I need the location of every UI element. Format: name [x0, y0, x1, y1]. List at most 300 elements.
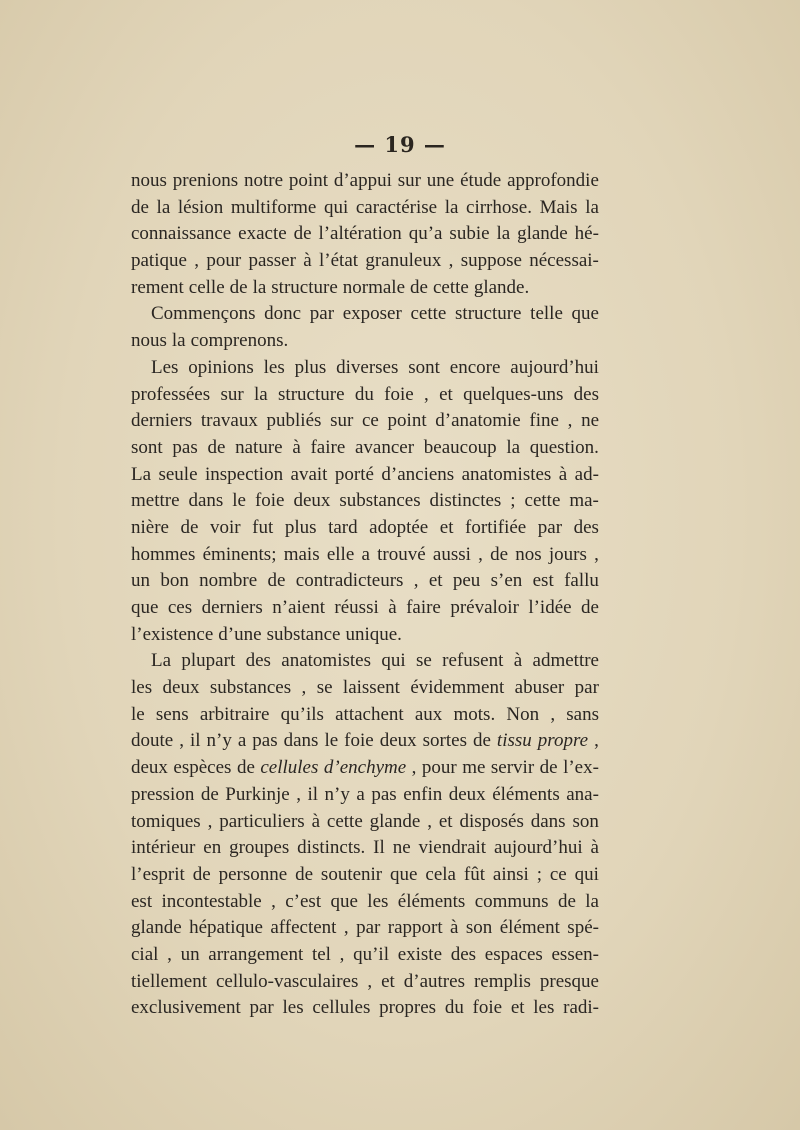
- word: fût: [463, 863, 485, 885]
- text-line: [131, 517, 599, 544]
- word: la: [254, 383, 268, 405]
- word: lésion: [177, 196, 224, 218]
- word: sur: [397, 170, 421, 191]
- word: la: [156, 196, 171, 218]
- word: à: [388, 597, 397, 618]
- word: du: [354, 383, 374, 405]
- word: sur: [330, 410, 354, 432]
- word: telle: [530, 303, 563, 325]
- word: incontestable: [161, 890, 262, 912]
- word: à: [590, 837, 599, 859]
- word: un: [131, 570, 150, 592]
- word: presque: [539, 970, 599, 992]
- word: ,: [301, 677, 307, 699]
- word: l’état: [319, 250, 359, 272]
- word: éléments: [397, 890, 466, 912]
- word: prenions: [172, 170, 239, 191]
- word: à: [303, 250, 312, 272]
- word: les: [131, 677, 153, 699]
- word: professées: [131, 383, 211, 405]
- word: qui: [381, 650, 406, 672]
- word: normale: [342, 276, 406, 298]
- body-text: [131, 170, 599, 1024]
- word: a: [356, 783, 365, 805]
- word: groupes: [229, 837, 290, 859]
- word: point: [387, 410, 427, 432]
- word: fallu: [564, 570, 599, 592]
- word: pas: [172, 436, 198, 458]
- word: ,: [411, 757, 417, 779]
- word: granuleux: [365, 250, 442, 272]
- text-line: [131, 784, 599, 811]
- text-line: [131, 757, 599, 784]
- word: d’une: [218, 623, 262, 645]
- word: Mais: [539, 196, 578, 218]
- word: mettre: [131, 490, 180, 512]
- word: spé-: [567, 917, 599, 939]
- word: sans: [566, 703, 599, 725]
- word: derniers: [131, 410, 193, 432]
- word: le: [232, 490, 246, 512]
- word: nombre: [199, 570, 258, 592]
- word: dans: [530, 810, 566, 832]
- word: deux: [293, 490, 331, 512]
- word: de: [229, 276, 248, 298]
- word: ,: [413, 570, 419, 592]
- word: refusent: [442, 650, 504, 672]
- word: unique.: [345, 623, 402, 645]
- word: fut: [252, 516, 274, 538]
- word: pour: [421, 757, 457, 779]
- word: ,: [594, 730, 599, 752]
- word: aussi: [432, 543, 471, 565]
- word: de: [200, 783, 219, 805]
- word: suppose: [460, 250, 522, 272]
- word: jours: [548, 543, 587, 565]
- word: de: [192, 863, 211, 885]
- text-line: [131, 677, 599, 704]
- text-line: [131, 944, 599, 971]
- text-line: [131, 357, 599, 384]
- word: de: [539, 757, 558, 779]
- word: Purkinje: [225, 783, 290, 805]
- word: le: [324, 730, 339, 752]
- word: celle: [188, 276, 225, 298]
- word: distincts.: [297, 837, 366, 859]
- text-line: [131, 730, 599, 757]
- word: beaucoup: [423, 436, 497, 458]
- word: inspection: [204, 463, 284, 485]
- word: servir: [490, 757, 535, 779]
- word: par: [249, 997, 274, 1019]
- word: pression: [131, 783, 195, 805]
- word: aujourd’hui: [493, 837, 583, 859]
- word: arrangement: [208, 943, 304, 965]
- word: plus: [294, 356, 327, 378]
- word: cela: [425, 863, 456, 885]
- word: de: [293, 223, 312, 245]
- word: mais: [283, 543, 320, 565]
- word: n’y: [206, 730, 232, 752]
- word: d’anciens: [381, 463, 455, 485]
- text-line: [131, 170, 599, 197]
- word: viendrait: [418, 837, 487, 859]
- word: est: [532, 570, 554, 592]
- word: pas: [371, 783, 397, 805]
- text-line: [131, 464, 599, 491]
- word: ,: [343, 917, 349, 939]
- word: qu’il: [353, 943, 389, 965]
- word: multiforme: [230, 196, 317, 218]
- word: hé-: [574, 223, 599, 245]
- word: travaux: [200, 410, 258, 432]
- word: existe: [397, 943, 443, 965]
- word: opinions: [188, 356, 254, 378]
- word: c’est: [285, 890, 322, 912]
- word: sont: [408, 356, 440, 378]
- word: faire: [310, 436, 346, 458]
- word: par: [356, 917, 381, 939]
- word: ainsi: [492, 863, 529, 885]
- text-line: [131, 410, 599, 437]
- text-line: [131, 917, 599, 944]
- word: à: [450, 917, 459, 939]
- word: foie: [344, 730, 374, 752]
- word: et: [428, 570, 443, 592]
- text-line: [131, 384, 599, 411]
- word: foie: [254, 490, 285, 512]
- word: du: [444, 997, 464, 1019]
- word: sens: [155, 703, 189, 725]
- word: abuser: [514, 677, 565, 699]
- word: point: [288, 170, 328, 191]
- word: l’idée: [528, 597, 572, 618]
- word: de: [236, 757, 255, 779]
- word: cirrhose.: [466, 196, 532, 218]
- word: élément: [499, 917, 560, 939]
- word: nos: [515, 543, 542, 565]
- word: en: [203, 837, 222, 859]
- word: l’ex-: [563, 757, 599, 779]
- text-line: [131, 704, 599, 731]
- word: le: [131, 703, 145, 725]
- word: tiellement: [131, 970, 207, 992]
- word: éminents;: [202, 543, 277, 565]
- word: laissent: [342, 677, 400, 699]
- word: ne: [581, 410, 599, 432]
- word: radi-: [563, 997, 599, 1019]
- word: ce: [549, 863, 567, 885]
- word: a: [237, 730, 247, 752]
- word: passer: [248, 250, 296, 272]
- word: voir: [210, 516, 241, 538]
- word: question.: [529, 436, 599, 458]
- word: hépatique: [189, 917, 263, 939]
- word: les: [533, 997, 555, 1019]
- text-line: [131, 197, 599, 224]
- word: cellules: [260, 757, 319, 779]
- word: substance: [266, 623, 341, 645]
- text-line: [131, 650, 599, 677]
- word: de: [472, 730, 491, 752]
- word: tel: [311, 943, 331, 965]
- text-line: [131, 837, 599, 864]
- word: la: [506, 436, 521, 458]
- word: ;: [536, 863, 542, 885]
- word: cellules: [312, 997, 371, 1019]
- word: structure: [278, 383, 345, 405]
- word: publiés: [266, 410, 322, 432]
- word: aujourd’hui: [510, 356, 599, 378]
- word: la: [585, 890, 599, 912]
- word: ,: [448, 250, 454, 272]
- word: d’enchyme: [323, 757, 407, 779]
- word: fine: [529, 410, 559, 432]
- word: structure: [271, 276, 338, 298]
- word: substances: [339, 490, 421, 512]
- word: par: [537, 516, 563, 538]
- page-number: — 19 —: [354, 132, 446, 157]
- word: deux: [379, 730, 417, 752]
- word: ,: [194, 250, 199, 272]
- word: glande.: [473, 276, 530, 298]
- word: de: [180, 516, 199, 538]
- word: comprenons.: [190, 330, 289, 352]
- word: deux: [448, 783, 486, 805]
- word: la: [444, 196, 459, 218]
- word: la: [171, 330, 186, 352]
- word: glande: [369, 810, 421, 832]
- word: cette: [326, 810, 363, 832]
- word: son: [572, 810, 599, 832]
- word: des: [450, 943, 477, 965]
- word: se: [415, 650, 432, 672]
- word: avancer: [355, 436, 415, 458]
- word: dans: [283, 730, 319, 752]
- word: ,: [339, 943, 345, 965]
- word: personne: [218, 863, 288, 885]
- word: les: [282, 997, 304, 1019]
- word: étude: [460, 170, 502, 191]
- word: intérieur: [131, 837, 196, 859]
- word: cette: [432, 276, 469, 298]
- word: ce: [362, 410, 379, 432]
- word: peu: [452, 570, 481, 592]
- text-line: [131, 277, 599, 304]
- word: de: [207, 436, 226, 458]
- word: d’autres: [403, 970, 465, 992]
- text-line: [131, 997, 599, 1024]
- word: la: [252, 276, 267, 298]
- word: les: [263, 356, 285, 378]
- word: ,: [367, 970, 373, 992]
- word: ,: [167, 943, 172, 965]
- word: ,: [550, 703, 556, 725]
- word: substances: [209, 677, 292, 699]
- word: de: [295, 863, 314, 885]
- word: Non: [506, 703, 540, 725]
- word: contradicteurs: [295, 570, 404, 592]
- word: remplis: [473, 970, 531, 992]
- word: de: [267, 570, 286, 592]
- text-line: [131, 811, 599, 838]
- word: l’altération: [318, 223, 402, 245]
- word: ;: [510, 490, 516, 512]
- word: à: [558, 463, 568, 485]
- word: il: [307, 783, 319, 805]
- word: que: [390, 863, 418, 885]
- word: connaissance: [131, 223, 232, 245]
- word: nière: [131, 516, 169, 538]
- word: l’esprit: [131, 863, 185, 885]
- word: et: [381, 970, 395, 992]
- word: essen-: [551, 943, 599, 965]
- word: ,: [478, 543, 483, 565]
- word: aux: [414, 703, 443, 725]
- word: donc: [264, 303, 302, 325]
- word: communs: [474, 890, 549, 912]
- word: de: [490, 543, 509, 565]
- text-line: [131, 891, 599, 918]
- word: cial: [131, 943, 159, 965]
- word: tomiques: [131, 810, 201, 832]
- word: approfondie: [507, 170, 599, 191]
- word: patique: [131, 250, 187, 272]
- word: affectent: [270, 917, 337, 939]
- word: Les: [151, 356, 179, 378]
- word: de: [557, 890, 576, 912]
- word: foie: [472, 997, 503, 1019]
- word: qu’a: [408, 223, 443, 245]
- word: réussi: [334, 597, 379, 618]
- word: cette: [524, 490, 561, 512]
- text-line: [131, 570, 599, 597]
- word: porté: [334, 463, 374, 485]
- word: propre: [537, 730, 589, 752]
- word: derniers: [201, 597, 263, 618]
- word: hommes: [131, 543, 196, 565]
- word: exposer: [342, 303, 402, 325]
- word: est: [131, 890, 153, 912]
- word: ,: [424, 383, 429, 405]
- word: a: [361, 543, 370, 565]
- text-line: [131, 490, 599, 517]
- word: tissu: [496, 730, 532, 752]
- word: La: [131, 463, 152, 485]
- word: anatomistes: [461, 463, 552, 485]
- word: rement: [131, 276, 184, 298]
- word: faire: [406, 597, 441, 618]
- word: caractérise: [355, 196, 438, 218]
- word: à: [513, 650, 523, 672]
- word: espèces: [173, 757, 232, 779]
- word: ,: [207, 810, 213, 832]
- word: espaces: [484, 943, 543, 965]
- word: tard: [328, 516, 358, 538]
- text-line: [131, 223, 599, 250]
- word: bon: [160, 570, 189, 592]
- word: il: [189, 730, 201, 752]
- word: ,: [427, 810, 432, 832]
- text-line: [131, 330, 599, 357]
- word: ,: [594, 543, 599, 565]
- word: glande: [517, 223, 568, 245]
- word: qui: [574, 863, 599, 885]
- word: par: [309, 303, 335, 325]
- word: s’en: [490, 570, 523, 592]
- word: n’y: [324, 783, 350, 805]
- word: ces: [167, 597, 193, 618]
- word: sont: [131, 436, 163, 458]
- word: sur: [220, 383, 244, 405]
- word: n’aient: [272, 597, 325, 618]
- word: avait: [290, 463, 328, 485]
- word: rapport: [387, 917, 443, 939]
- word: sortes: [422, 730, 467, 752]
- word: la: [585, 196, 599, 218]
- word: nature: [235, 436, 283, 458]
- word: distinctes: [429, 490, 502, 512]
- word: nécessai-: [529, 250, 599, 272]
- word: et: [439, 383, 453, 405]
- word: admettre: [532, 650, 599, 672]
- word: son: [465, 917, 493, 939]
- word: des: [573, 383, 599, 405]
- word: un: [180, 943, 200, 965]
- word: exclusivement: [131, 997, 241, 1019]
- word: ,: [567, 410, 573, 432]
- word: enfin: [403, 783, 443, 805]
- word: éléments: [492, 783, 560, 805]
- text-line: [131, 624, 599, 651]
- word: des: [245, 650, 271, 672]
- word: de: [581, 597, 599, 618]
- word: cellulo-vasculaires: [215, 970, 359, 992]
- text-line: [131, 303, 599, 330]
- word: d’appui: [333, 170, 392, 191]
- word: plupart: [181, 650, 236, 672]
- word: elle: [326, 543, 355, 565]
- word: doute: [131, 730, 174, 752]
- word: pour: [206, 250, 242, 272]
- word: glande: [131, 917, 182, 939]
- text-line: [131, 437, 599, 464]
- word: ana-: [566, 783, 599, 805]
- word: l’existence: [131, 623, 214, 645]
- word: que: [131, 597, 159, 618]
- word: soutenir: [320, 863, 383, 885]
- word: ma-: [569, 490, 599, 512]
- word: mots.: [453, 703, 496, 725]
- text-line: [131, 971, 599, 998]
- word: structure: [455, 303, 522, 325]
- word: prévaloir: [450, 597, 519, 618]
- word: de: [410, 276, 428, 298]
- word: particuliers: [219, 810, 305, 832]
- word: ,: [271, 890, 276, 912]
- text-line: [131, 250, 599, 277]
- word: nous: [131, 330, 167, 352]
- word: d’anatomie: [435, 410, 521, 432]
- word: encore: [449, 356, 501, 378]
- word: dans: [188, 490, 224, 512]
- word: pas: [252, 730, 278, 752]
- word: La: [151, 650, 172, 672]
- word: cette: [410, 303, 447, 325]
- text-line: [131, 544, 599, 571]
- word: que: [330, 890, 358, 912]
- word: trouvé: [377, 543, 426, 565]
